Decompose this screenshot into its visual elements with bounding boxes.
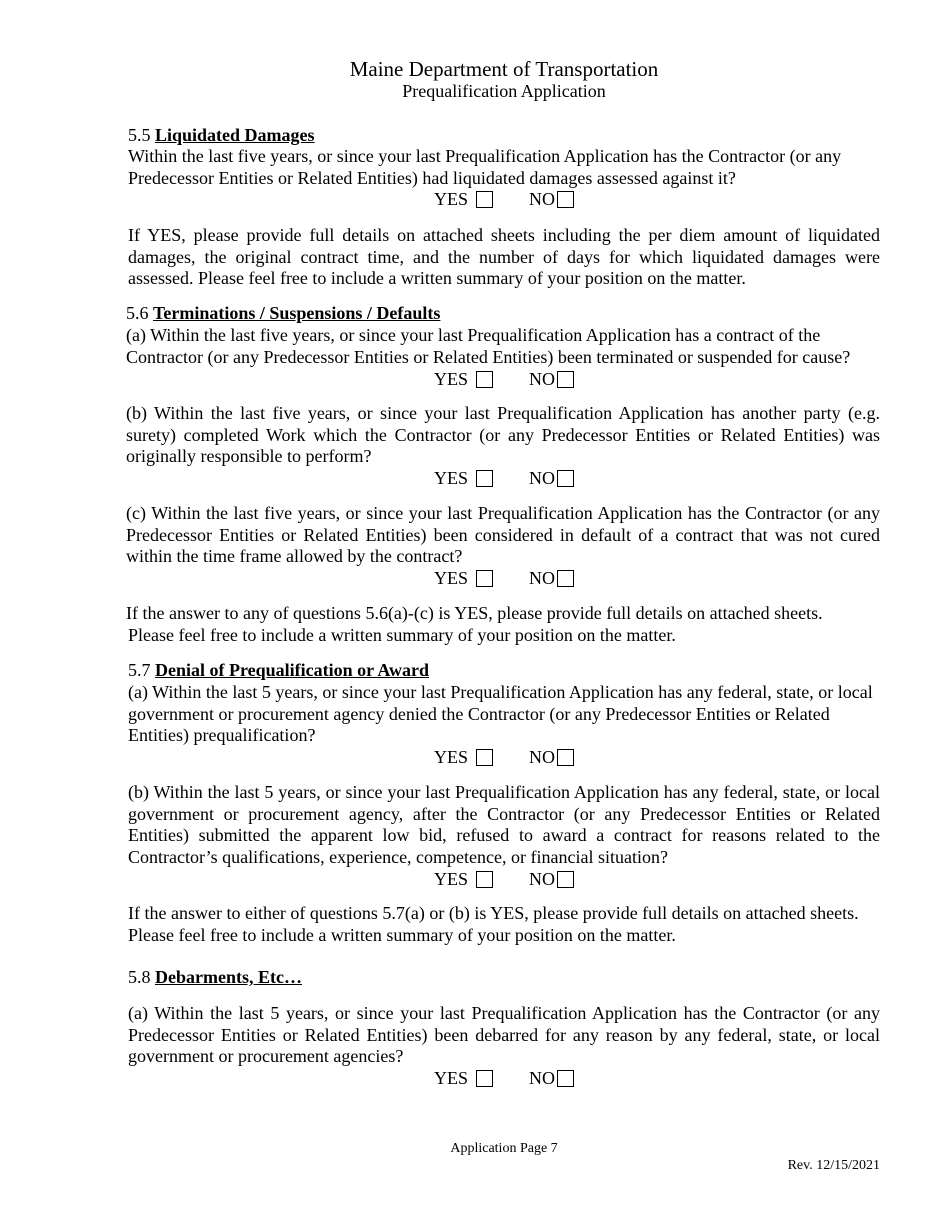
yes-checkbox-5-5[interactable] bbox=[476, 191, 493, 208]
question-5-5: Within the last five years, or since your last Prequalification Application has the Contractor (or any Predecessor Entities or Related Entities) had liquidated damages assessed against it? bbox=[128, 146, 842, 188]
no-checkbox-5-6-a[interactable] bbox=[557, 371, 574, 388]
section-5-7-heading bbox=[128, 660, 429, 682]
question-5-6-a: (a) Within the last five years, or since your last Prequalification Application has a contract of the Contractor (or any Predecessor Entities or Related Entities) been terminated or suspended for cause? bbox=[126, 325, 851, 367]
no-checkbox-5-7-b[interactable] bbox=[557, 871, 574, 888]
followup-5-7: If the answer to either of questions 5.7(a) or (b) is YES, please provide full details on attached sheets. Please feel free to include a written summary of your position on the matter. bbox=[128, 903, 859, 945]
yes-no-5-6-b bbox=[0, 467, 950, 490]
yes-label: YES bbox=[433, 747, 468, 768]
question-5-6-c: (c) Within the last five years, or since your last Prequalification Application has the Contractor (or any Predecessor Entities or Related Entities) been considered in default of a contract that was not cured within the time frame allowed by the contract? bbox=[126, 503, 880, 566]
yes-checkbox-5-7-b[interactable] bbox=[476, 871, 493, 888]
section-number: 5.8 bbox=[128, 967, 151, 987]
section-title: Debarments, Etc… bbox=[155, 967, 302, 987]
no-checkbox-5-6-c[interactable] bbox=[557, 570, 574, 587]
followup-5-5: If YES, please provide full details on attached sheets including the per diem amount of liquidated damages, the original contract time, and the number of days for which liquidated damages were assessed. Please feel free to include a written summary of your position on the matter. bbox=[128, 225, 880, 288]
no-label: NO bbox=[529, 369, 555, 390]
section-number: 5.7 bbox=[128, 660, 151, 680]
yes-no-5-8-a bbox=[0, 1067, 950, 1090]
no-checkbox-5-6-b[interactable] bbox=[557, 470, 574, 487]
no-label: NO bbox=[529, 189, 555, 210]
yes-no-5-6-a bbox=[0, 368, 950, 391]
revision-date: Rev. 12/15/2021 bbox=[787, 1158, 880, 1173]
no-label: NO bbox=[529, 568, 555, 589]
yes-label: YES bbox=[433, 1068, 468, 1089]
yes-label: YES bbox=[433, 468, 468, 489]
yes-checkbox-5-6-c[interactable] bbox=[476, 570, 493, 587]
no-label: NO bbox=[529, 468, 555, 489]
question-5-6-b: (b) Within the last five years, or since your last Prequalification Application has another party (e.g. surety) completed Work which the Contractor (or any Predecessor Entities or Related Entities) was originally responsible to perform? bbox=[126, 403, 880, 466]
yes-label: YES bbox=[433, 869, 468, 890]
followup-5-6-line-1: If the answer to any of questions 5.6(a)-(c) is YES, please provide full details on attached sheets. bbox=[126, 603, 823, 623]
yes-checkbox-5-8-a[interactable] bbox=[476, 1070, 493, 1087]
section-5-6-heading bbox=[126, 303, 440, 325]
yes-checkbox-5-6-b[interactable] bbox=[476, 470, 493, 487]
section-number: 5.6 bbox=[126, 303, 149, 323]
yes-label: YES bbox=[433, 568, 468, 589]
yes-checkbox-5-6-a[interactable] bbox=[476, 371, 493, 388]
question-5-8-a: (a) Within the last 5 years, or since your last Prequalification Application has the Contractor (or any Predecessor Entities or Related Entities) been debarred for any reason by any federal, state, or local government or procurement agencies? bbox=[128, 1003, 880, 1066]
document-title: Maine Department of Transportation bbox=[349, 57, 659, 81]
section-5-5-heading bbox=[128, 125, 315, 147]
question-5-7-b: (b) Within the last 5 years, or since your last Prequalification Application has any federal, state, or local government or procurement agency, after the Contractor (or any Predecessor Entities or Related Entities) submitted the apparent low bid, refused to award a contract for reasons related to the Contractor’s qualifications, experience, competence, or financial situation? bbox=[128, 782, 880, 867]
document-subtitle: Prequalification Application bbox=[402, 81, 606, 101]
yes-label: YES bbox=[433, 189, 468, 210]
yes-checkbox-5-7-a[interactable] bbox=[476, 749, 493, 766]
followup-5-6-line-2: Please feel free to include a written summary of your position on the matter. bbox=[128, 625, 676, 645]
yes-no-5-7-a bbox=[0, 746, 950, 769]
page-number: Application Page 7 bbox=[450, 1141, 558, 1156]
no-label: NO bbox=[529, 747, 555, 768]
section-title: Denial of Prequalification or Award bbox=[155, 660, 429, 680]
no-checkbox-5-5[interactable] bbox=[557, 191, 574, 208]
no-checkbox-5-7-a[interactable] bbox=[557, 749, 574, 766]
yes-label: YES bbox=[433, 369, 468, 390]
no-label: NO bbox=[529, 869, 555, 890]
no-checkbox-5-8-a[interactable] bbox=[557, 1070, 574, 1087]
yes-no-5-5 bbox=[0, 188, 950, 211]
section-number: 5.5 bbox=[128, 125, 151, 145]
section-5-8-heading bbox=[128, 967, 302, 989]
no-label: NO bbox=[529, 1068, 555, 1089]
yes-no-5-7-b bbox=[0, 868, 950, 891]
section-title: Liquidated Damages bbox=[155, 125, 315, 145]
yes-no-5-6-c bbox=[0, 567, 950, 590]
question-5-7-a: (a) Within the last 5 years, or since your last Prequalification Application has any federal, state, or local government or procurement agency denied the Contractor (or any Predecessor Entities or Related Entities) prequalification? bbox=[128, 682, 873, 745]
section-title: Terminations / Suspensions / Defaults bbox=[153, 303, 441, 323]
